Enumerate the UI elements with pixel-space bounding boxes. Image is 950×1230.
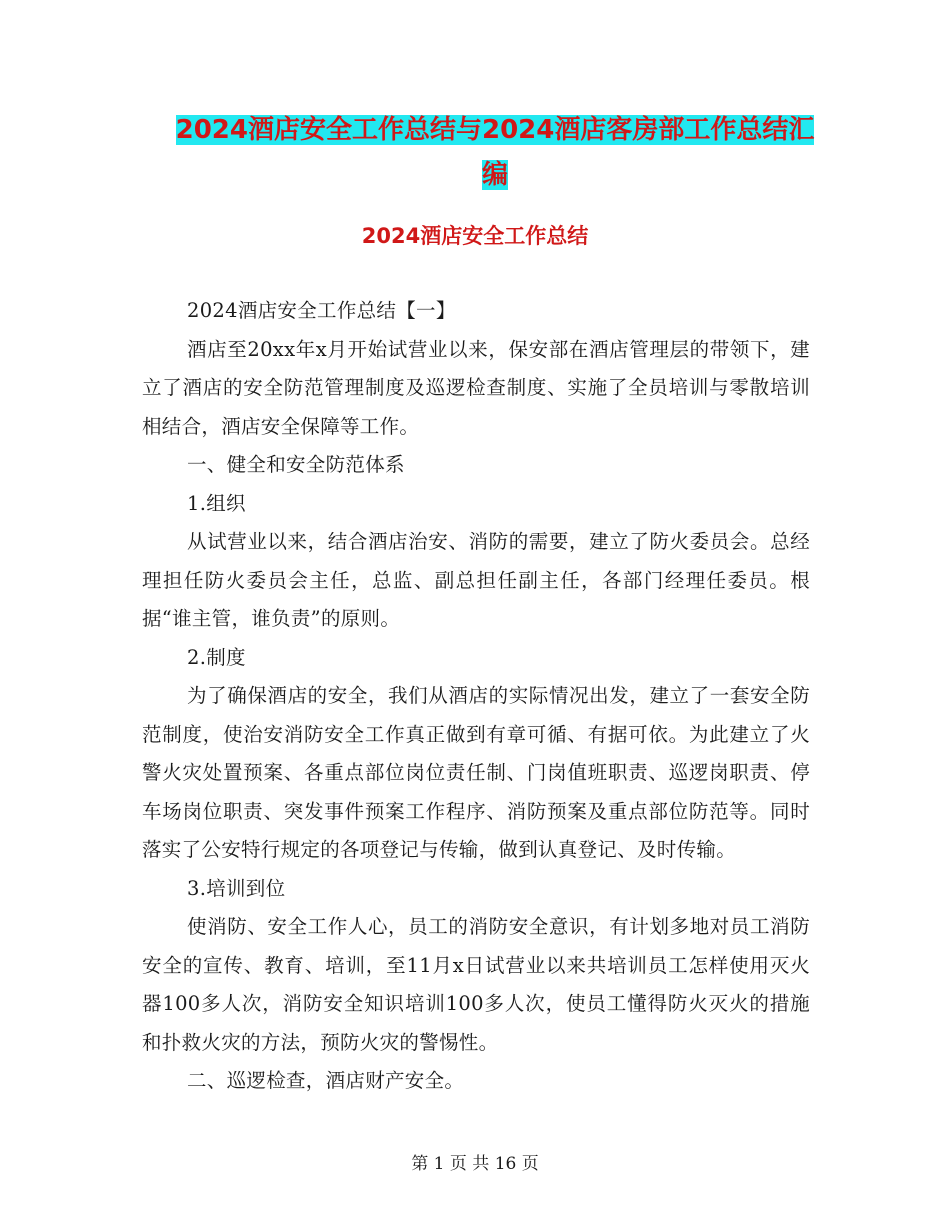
paragraph-intro: 酒店至20xx年x月开始试营业以来，保安部在酒店管理层的带领下，建立了酒店的安全防范管理制度及巡逻检查制度、实施了全员培训与零散培训相结合，酒店安全保障等工作。 <box>142 337 810 438</box>
paragraph-subtitle: 2024酒店安全工作总结【一】 <box>187 299 456 322</box>
section-heading: 2024酒店安全工作总结 <box>361 224 589 248</box>
title-highlight-1: 2024酒店安全工作总结与2024酒店客房部工作总结汇 <box>175 115 815 145</box>
paragraph-organization: 从试营业以来，结合酒店治安、消防的需要，建立了防火委员会。总经理担任防火委员会主任，总监、副总担任副主任，各部门经理任委员。根据“谁主管，谁负责”的原则。 <box>142 530 810 630</box>
document-title-line-2 <box>140 153 850 197</box>
paragraph-system: 为了确保酒店的安全，我们从酒店的实际情况出发，建立了一套安全防范制度，使治安消防安全工作真正做到有章可循、有据可依。为此建立了火警火灾处置预案、各重点部位岗位责任制、门岗值班职责、巡逻岗职责、停车场岗位职责、突发事件预案工作程序、消防预案及重点部位防范等。同时落实了公安特行规定的各项登记与传输，做到认真登记、及时传输。 <box>142 684 810 861</box>
page-footer: 第 1 页 共 16 页 <box>411 1154 539 1174</box>
heading-training: 3.培训到位 <box>187 876 286 900</box>
title-highlight-2: 编 <box>481 160 508 190</box>
document-title-line-1 <box>140 108 850 152</box>
heading-organization: 1.组织 <box>187 491 246 515</box>
heading-system: 2.制度 <box>187 645 246 669</box>
heading-section-2: 二、巡逻检查，酒店财产安全。 <box>187 1069 465 1092</box>
body-text <box>142 292 810 1101</box>
paragraph-training: 使消防、安全工作人心，员工的消防安全意识，有计划多地对员工消防安全的宣传、教育、培训，至11月x日试营业以来共培训员工怎样使用灭火器100多人次，消防安全知识培训100多人次，使员工懂得防火灭火的措施和扑救火灾的方法，预防火灾的警惕性。 <box>142 915 810 1054</box>
heading-section-1: 一、健全和安全防范体系 <box>187 453 405 476</box>
